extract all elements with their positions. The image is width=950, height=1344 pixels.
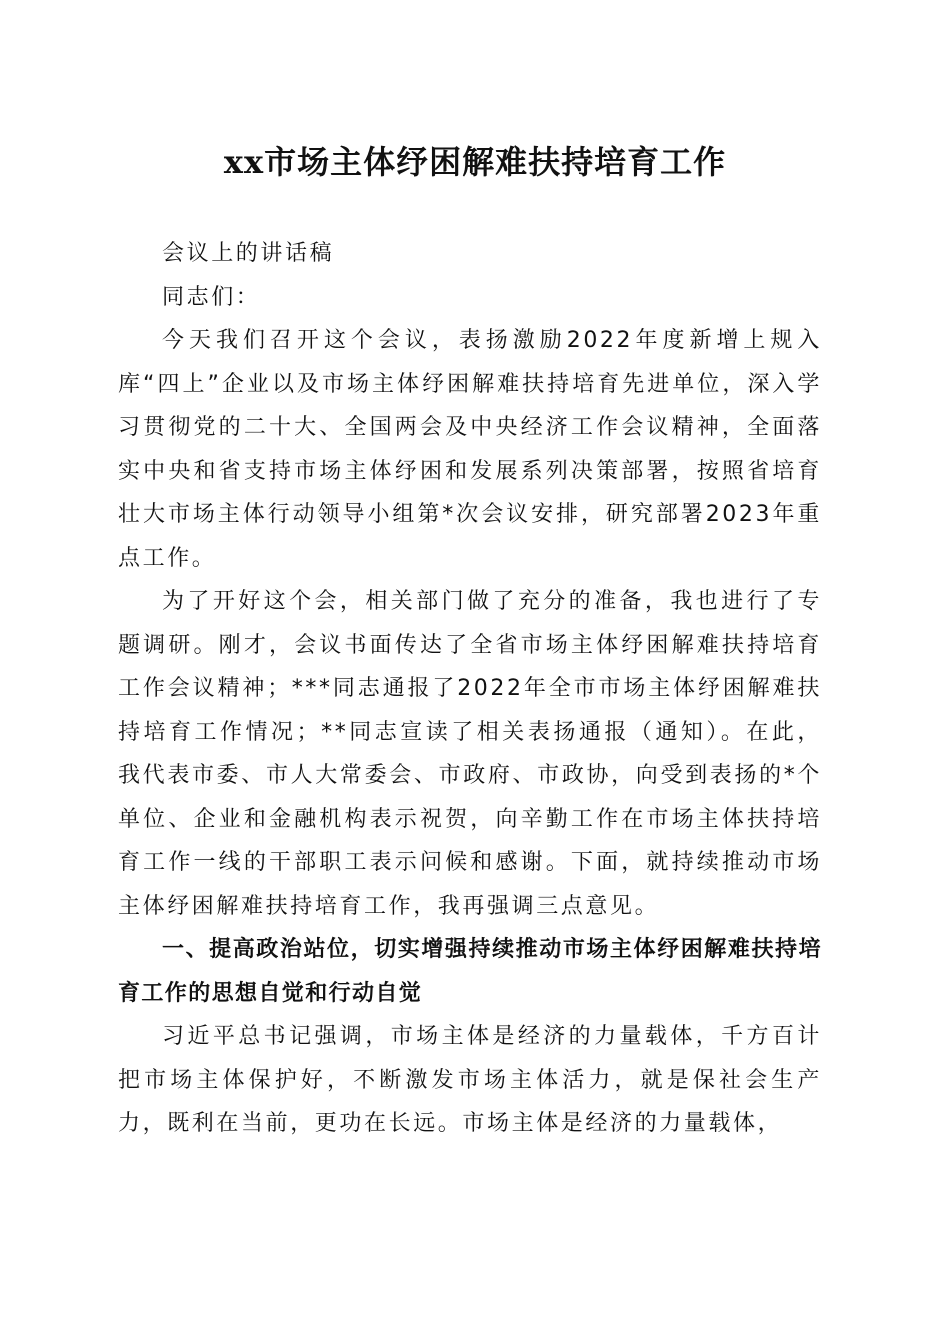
- salutation: 同志们：: [162, 284, 261, 310]
- section-heading: 一、提高政治站位，切实增强持续推动市场主体纾困解难扶持培育工作的思想自觉和行动自觉: [118, 937, 822, 1006]
- body-paragraph: 今天我们召开这个会议，表扬激励2022年度新增上规入库“四上”企业以及市场主体纾困解难扶持培育先进单位，深入学习贯彻党的二十大、全国两会及中央经济工作会议精神，全面落实中央和省支持市场主体纾困和发展系列决策部署，按照省培育壮大市场主体行动领导小组第*次会议安排，研究部署2023年重点工作。: [118, 328, 822, 571]
- body-paragraph: 习近平总书记强调，市场主体是经济的力量载体，千方百计把市场主体保护好，不断激发市场主体活力，就是保社会生产力，既利在当前，更功在长远。市场主体是经济的力量载体，: [118, 1024, 822, 1136]
- document-title: xx市场主体纾困解难扶持培育工作: [223, 143, 727, 181]
- speech-subtitle: 会议上的讲话稿: [162, 241, 335, 266]
- document-body: [118, 232, 822, 1146]
- body-paragraph: 为了开好这个会，相关部门做了充分的准备，我也进行了专题调研。刚才，会议书面传达了全省市场主体纾困解难扶持培育工作会议精神；***同志通报了2022年全市市场主体纾困解难扶持培育工作情况；**同志宣读了相关表扬通报（通知）。在此，我代表市委、市人大常委会、市政府、市政协，向受到表扬的*个单位、企业和金融机构表示祝贺，向辛勤工作在市场主体扶持培育工作一线的干部职工表示问候和感谢。下面，就持续推动市场主体纾困解难扶持培育工作，我再强调三点意见。: [118, 589, 822, 919]
